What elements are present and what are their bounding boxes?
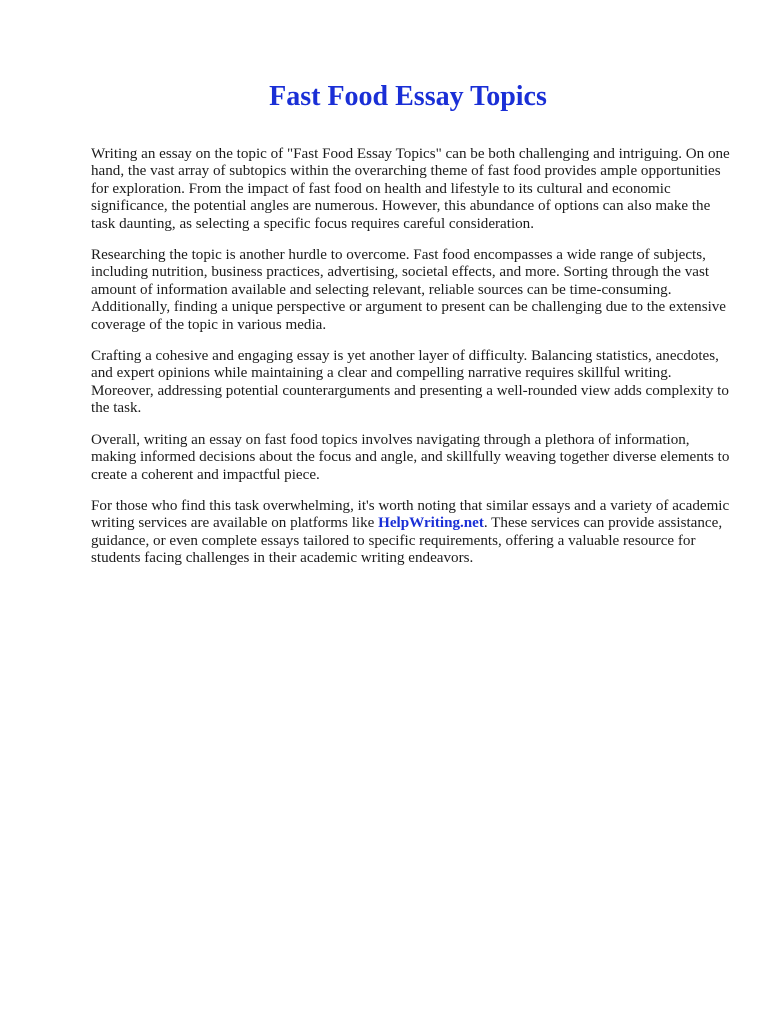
paragraph-crafting: Crafting a cohesive and engaging essay is yet another layer of difficulty. Balancing statistics, anecdotes, and expert opinions while maintaining a clear and compelling narrative requires skillful writing. Moreover, addressing potential counterarguments and presenting a well-rounded view adds complexity to the task. bbox=[91, 348, 729, 417]
services-text-after-link: . These services can provide assistance, guidance, or even complete essays tailored to specific requirements, offering a valuable resource for students facing challenges in their academic writing endeavors. bbox=[91, 515, 723, 567]
paragraph-overall: Overall, writing an essay on fast food topics involves navigating through a plethora of information, making informed decisions about the focus and angle, and skillfully weaving together diverse elements to create a coherent and impactful piece. bbox=[91, 431, 730, 483]
page-title: Fast Food Essay Topics bbox=[269, 81, 547, 112]
essay-body bbox=[91, 146, 731, 582]
services-text-before-link: For those who find this task overwhelming, it's worth noting that similar essays and a variety of academic writing services are available on platforms like bbox=[91, 497, 730, 532]
helpwriting-link[interactable]: HelpWriting.net bbox=[378, 515, 484, 532]
paragraph-intro: Writing an essay on the topic of "Fast Food Essay Topics" can be both challenging and intriguing. On one hand, the vast array of subtopics within the overarching theme of fast food provides ample opportunities for exploration. From the impact of fast food on health and lifestyle to its cultural and economic significance, the potential angles are numerous. However, this abundance of options can also make the task daunting, as selecting a specific focus requires careful consideration. bbox=[91, 146, 730, 232]
paragraph-services bbox=[91, 498, 731, 568]
paragraph-research: Researching the topic is another hurdle to overcome. Fast food encompasses a wide range of subjects, including nutrition, business practices, advertising, societal effects, and more. Sorting through the vast amount of information available and selecting relevant, reliable sources can be time-consuming. Additionally, finding a unique perspective or argument to present can be challenging due to the extensive coverage of the topic in various media. bbox=[91, 247, 727, 333]
